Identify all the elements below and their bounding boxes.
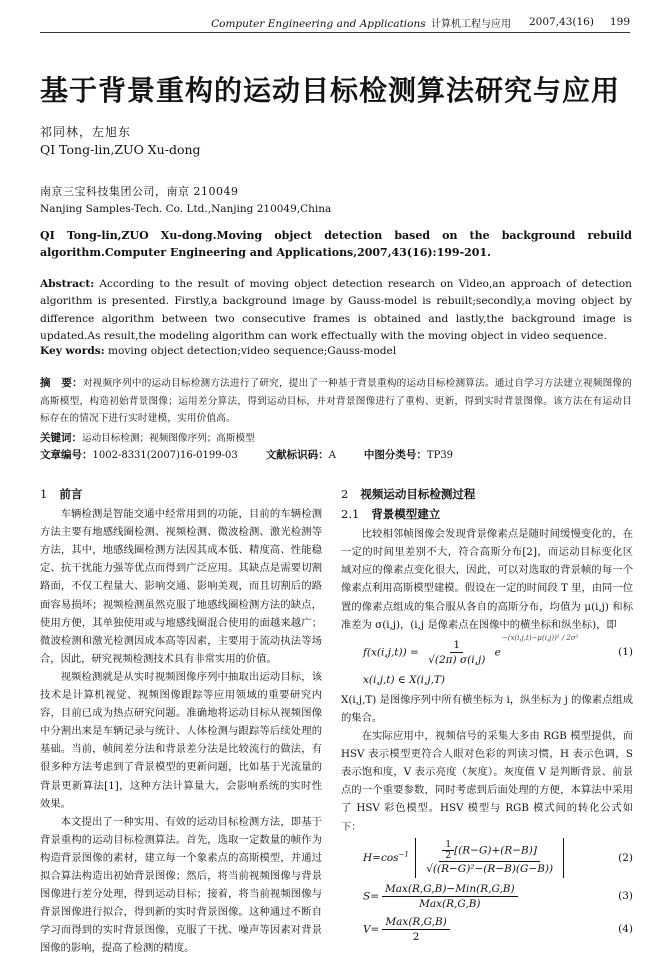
page-number: 199 (609, 16, 630, 28)
authors-en: QI Tong-lin,ZUO Xu-dong (40, 142, 201, 157)
header-rule (40, 32, 630, 33)
classification-number: 中图分类号：TP39 (363, 449, 454, 461)
affiliation-cn: 南京三宝科技集团公司，南京 210049 (40, 185, 239, 198)
abstract-cn (40, 375, 632, 428)
authors-cn: 祁同林，左旭东 (40, 125, 132, 139)
keywords-en (40, 345, 632, 357)
section-1-paragraph: 本文提出了一种实用、有效的运动目标检测方法，即基于背景重构的运动目标检测算法。首先，选取一定数量的帧作为构造背景图像的素材，建立每一个象素点的高斯模型，并通过拟合算法构造出初始背景图像；然后，将当前视频图像与背景图像进行差分处理，得到运动目标；接着，将当前视频图像与背景图像进行拟合，得到新的实时背景图像。这种通过不断自学习而得到的实时背景图像，克服了干扰、噪声等因素对背景图像的影响，提高了检测的精度。 (40, 815, 322, 955)
equation-2-number: (2) (618, 851, 633, 864)
paper-title: 基于背景重构的运动目标检测算法研究与应用 (40, 74, 621, 107)
section-1-paragraph: 视频检测就是从实时视频图像序列中抽取出运动目标，该技术是计算机视觉、视频图像跟踪等应用领域的重要研究内容，目前已成为热点研究问题。准确地将运动目标从视频图像中分割出来是车辆记录与统计、人体检测与跟踪等后续处理的基础。当前，帧间差分法和背景差分法是比较流行的做法，有很多种方法考虑到了背景模型的更新问题，比如基于光流量的背景更新算法[1]，这种方法计算量大，会影响系统的实时性效果。 (40, 670, 322, 810)
abstract-en (40, 276, 632, 345)
citation: QI Tong-lin,ZUO Xu-dong.Moving object detection based on the background rebuild algorithm.Computer Engineering and Applications,2007,43(16):199-201. (40, 229, 632, 259)
affiliation-en: Nanjing Samples-Tech. Co. Ltd.,Nanjing 210049,China (40, 203, 332, 215)
keywords-cn (40, 430, 255, 445)
keywords-cn-text: 运动目标检测；视频图像序列；高斯模型 (82, 433, 255, 444)
equation-3-number: (3) (618, 890, 633, 903)
running-head (40, 14, 630, 30)
keywords-cn-label: 关键词： (40, 432, 82, 444)
keywords-en-text: moving object detection;video sequence;Gauss-model (107, 345, 397, 357)
document-code: 文献标识码：A (265, 449, 336, 461)
keywords-en-label: Key words: (40, 345, 105, 357)
volume-info: 2007,43(16) (528, 16, 594, 28)
section-2-paragraph: 在实际应用中，视频信号的采集大多由 RGB 模型提供，而 HSV 表示模型更符合人眼对色彩的判读习惯，H 表示色调，S 表示饱和度，V 表示亮度（灰度）。灰度值 V 是判断背景、前景点的一个重要参数，同时考虑到后面处理的方便，本算法中采用了 HSV 彩色模型。HSV 模型与 RGB 模式间的转化公式如下： (341, 730, 633, 833)
equation-2: $H=\cos^{-1}$ $\frac{1}{2}$ [(R−G)+(R−B)] √((R−G)²−(R−B)(G−B)) (2) (341, 838, 633, 878)
section-1-paragraph: 车辆检测是智能交通中经常用到的功能，目前的车辆检测方法主要有地感线圈检测、视频检测、微波检测、激光检测等方法，其中，地感线圈检测方法因其成本低、精度高、性能稳定、抗干扰能力强等优点而得到广泛应用。其缺点是需要切割路面，不仅工程量大、影响交通、影响美观，而且切割后的路面容易损坏；视频检测虽然克服了地感线圈检测方法的缺点，使用方便，其单独使用或与地感线圈混合使用的面越来越广；微波检测和激光检测因成本高等因素，主要用于流动执法等场合，因此，研究视频检测技术具有非常实用的价值。 (40, 508, 322, 665)
article-number: 文章编号：1002-8331(2007)16-0199-03 (40, 449, 238, 461)
section-2-paragraph: 比较相邻帧图像会发现背景像素点是随时间缓慢变化的，在一定的时间里差别不大，符合高斯分布[2]，而运动目标变化区域对应的像素点变化很大，因此，可以对选取的背景帧的每一个像素点利用高斯模型建模。假设在一定的时间段 T 里，由同一位置的像素点组成的集合服从各自的高斯分布，均值为 μ(i,j) 和标准差为 σ(i,j)，(i,j 是像素点在图像中的横坐标和纵坐标)，即 (341, 528, 633, 631)
journal-name: Computer Engineering and Applications 计算机工程与应用 (211, 17, 511, 30)
equation-1-number: (1) (618, 646, 633, 659)
abstract-cn-text: 对视频序列中的运动目标检测方法进行了研究，提出了一种基于背景重构的运动目标检测算法。通过自学习方法建立视频图像的高斯模型，构造初始背景图像；运用差分算法，得到运动目标，并对背景图像进行了重构、更新，得到实时背景图像。该方法在有运动目标存在的情况下进行实时建模，实用价值高。 (40, 378, 632, 424)
abstract-en-label: Abstract: (40, 278, 95, 290)
abstract-cn-label: 摘 要： (40, 377, 83, 389)
section-2-paragraph: X(i,j,T) 是图像序列中所有横坐标为 i，纵坐标为 j 的像素点组成的集合。 (341, 693, 633, 724)
equation-4-number: (4) (618, 923, 633, 936)
abstract-en-text: According to the result of moving object detection research on Video,an approach of detection algorithm is presented. Firstly,a background image by Gauss-model is rebuilt;secondly,a moving object by difference algorithm between two consecutive frames is obtained and lastly,the background image is updated.As result,the modeling algorithm can work effectually with the moving object in video sequence. (40, 278, 633, 342)
equation-4: V= $\frac{\text{Max(R,G,B)}}{2}$ (4) (363, 915, 633, 943)
section-1-heading: 1 前言 (40, 487, 83, 501)
article-identifiers (40, 447, 481, 462)
equation-1: f(x(i,j,t)) = $\frac{1}{√(2\pi) \sigma(i,j)}$ $e^{-(x(i,j,t)-\mu(i,j))^2 / 2\sigma^2}$ (1) (363, 633, 633, 666)
equation-1-domain: x(i,j,t) ∈ X(i,j,T) (363, 673, 446, 686)
section-2-heading: 2 视频运动目标检测过程 (341, 487, 476, 501)
right-column (341, 485, 633, 948)
left-column (40, 485, 322, 957)
journal-name-cn: 计算机工程与应用 (430, 18, 511, 30)
equation-3: S= $\frac{\text{Max(R,G,B)−Min(R,G,B)}}{\text{Max(R,G,B)}}$ (3) (363, 882, 633, 910)
subsection-2-1-heading: 2.1 背景模型建立 (341, 507, 441, 522)
